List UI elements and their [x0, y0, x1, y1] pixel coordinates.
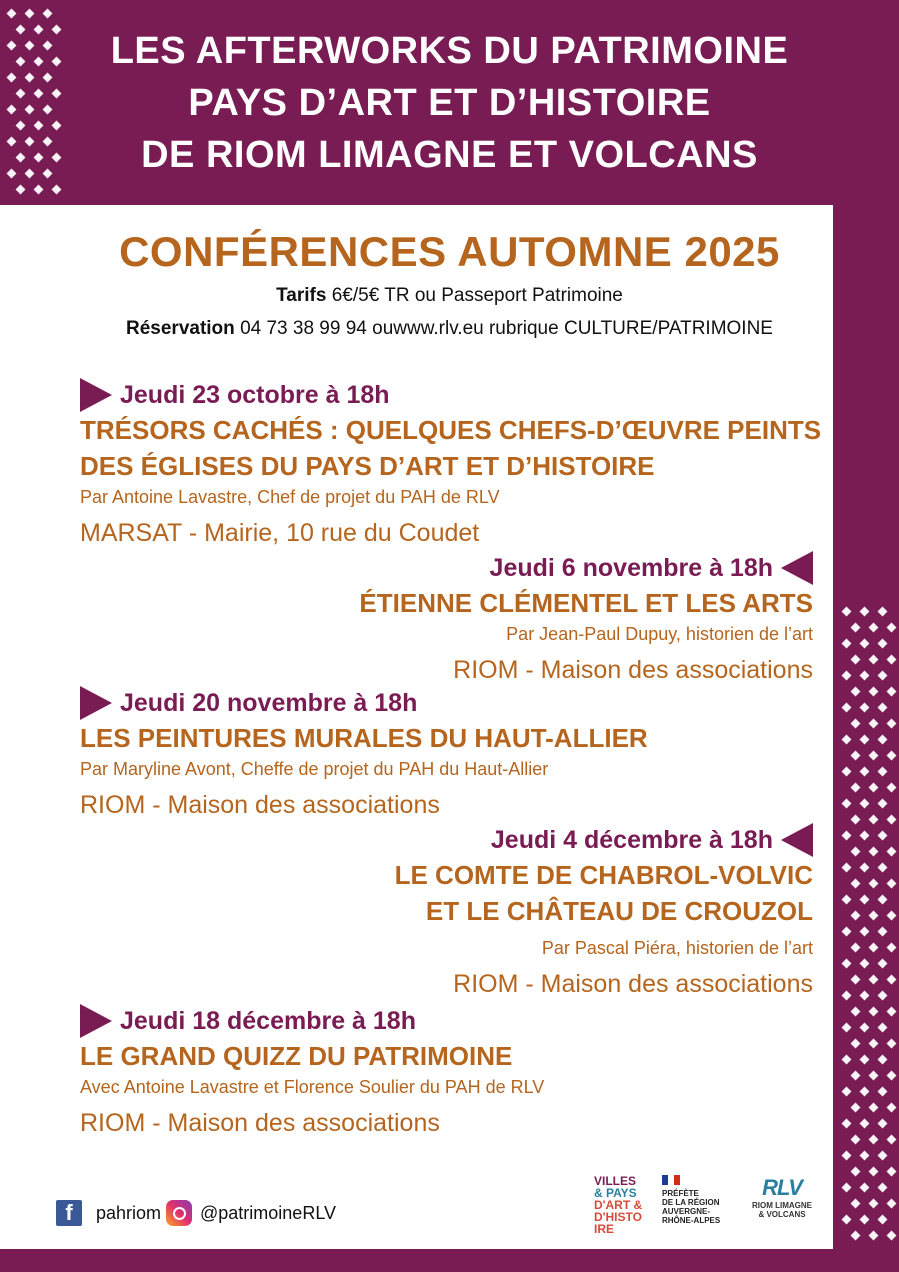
event-date: Jeudi 18 décembre à 18h [120, 1007, 416, 1035]
diamond-shape [860, 639, 870, 649]
diamond-shape [851, 1007, 861, 1017]
diamond-shape [842, 1119, 852, 1129]
event-date: Jeudi 20 novembre à 18h [120, 689, 418, 717]
header [0, 0, 899, 205]
event-speaker: Par Maryline Avont, Cheffe de projet du PAH du Haut-Allier [80, 759, 549, 779]
diamond-pattern-right [835, 598, 899, 1248]
diamond-shape [869, 623, 879, 633]
diamond-shape [860, 991, 870, 1001]
event-place: MARSAT - Mairie, 10 rue du Coudet [80, 519, 480, 547]
event-speaker: Par Pascal Piéra, historien de l’art [541, 938, 813, 958]
diamond-shape [887, 655, 897, 665]
conference-title: CONFÉRENCES AUTOMNE 2025 [119, 228, 780, 275]
logo-pref-line: RHÔNE-ALPES [662, 1216, 721, 1225]
prefecture-logo [662, 1175, 732, 1225]
diamond-shape [869, 1135, 879, 1145]
diamond-shape [878, 703, 888, 713]
diamond-shape [887, 815, 897, 825]
diamond-shape [860, 671, 870, 681]
event-speaker: Par Antoine Lavastre, Chef de projet du PAH de RLV [80, 487, 500, 507]
diamond-shape [869, 1231, 879, 1241]
rlv-name-line-1: RIOM LIMAGNE [752, 1201, 812, 1210]
diamond-shape [887, 1199, 897, 1209]
diamond-shape [878, 1183, 888, 1193]
diamond-shape [878, 671, 888, 681]
diamond-shape [851, 815, 861, 825]
footer-bar [0, 1249, 899, 1272]
reservation-label: Réservation [126, 318, 235, 339]
diamond-shape [851, 1103, 861, 1113]
diamond-shape [851, 719, 861, 729]
diamond-shape [869, 783, 879, 793]
arrow-right-icon [80, 378, 112, 412]
diamond-shape [878, 607, 888, 617]
diamond-shape [842, 671, 852, 681]
facebook-icon: f [56, 1200, 82, 1226]
diamond-shape [860, 703, 870, 713]
event-place: RIOM - Maison des associations [80, 791, 440, 819]
arrow-right-icon [80, 1004, 112, 1038]
diamond-shape [878, 959, 888, 969]
diamond-shape [878, 1215, 888, 1225]
diamond-shape [860, 1023, 870, 1033]
logo-vph-line: D'ART & [594, 1198, 643, 1212]
diamond-shape [842, 927, 852, 937]
diamond-shape [869, 1103, 879, 1113]
flag-icon [662, 1175, 680, 1185]
diamond-shape [869, 1199, 879, 1209]
diamond-shape [887, 879, 897, 889]
reservation-value: 04 73 38 99 94 ouwww.rlv.eu rubrique CULTURE/PATRIMOINE [240, 318, 773, 339]
diamond-shape [860, 1151, 870, 1161]
diamond-shape [878, 767, 888, 777]
diamond-shape [860, 767, 870, 777]
diamond-shape [851, 1167, 861, 1177]
diamond-shape [851, 623, 861, 633]
event-title-line-1: LES PEINTURES MURALES DU HAUT-ALLIER [80, 723, 648, 753]
instagram-handle: @patrimoineRLV [200, 1202, 336, 1223]
reservation-line [0, 318, 899, 340]
diamond-shape [851, 943, 861, 953]
diamond-shape [851, 1039, 861, 1049]
event-date-row [395, 823, 813, 857]
diamond-shape [860, 895, 870, 905]
diamond-shape [887, 719, 897, 729]
diamond-shape [887, 783, 897, 793]
diamond-shape [878, 735, 888, 745]
diamond-shape [887, 911, 897, 921]
logo-vph-line: D'HISTO [594, 1210, 642, 1224]
villes-pays-art-histoire-logo [594, 1175, 644, 1239]
diamond-shape [869, 719, 879, 729]
diamond-shape [851, 911, 861, 921]
diamond-shape [860, 927, 870, 937]
instagram-icon [166, 1200, 192, 1226]
event-title-line-1: LE COMTE DE CHABROL-VOLVIC [394, 860, 813, 890]
event-place: RIOM - Maison des associations [453, 656, 813, 684]
event-date: Jeudi 4 décembre à 18h [490, 826, 773, 854]
diamond-shape [878, 863, 888, 873]
diamond-shape [851, 1135, 861, 1145]
diamond-shape [851, 783, 861, 793]
event-3 [80, 686, 648, 823]
header-line-2: PAYS D’ART ET D’HISTOIRE [188, 81, 711, 124]
tarifs-value: 6€/5€ TR ou Passeport Patrimoine [331, 285, 623, 306]
event-5 [80, 1004, 544, 1141]
event-title-line-1: TRÉSORS CACHÉS : QUELQUES CHEFS-D’ŒUVRE PEINTS [80, 415, 822, 445]
diamond-shape [860, 1215, 870, 1225]
diamond-shape [842, 895, 852, 905]
diamond-shape [851, 975, 861, 985]
diamond-shape [887, 751, 897, 761]
diamond-shape [842, 1183, 852, 1193]
diamond-shape [842, 1055, 852, 1065]
diamond-shape [851, 879, 861, 889]
diamond-shape [878, 895, 888, 905]
event-title-line-2: ET LE CHÂTEAU DE CROUZOL [425, 896, 813, 926]
diamond-shape [851, 655, 861, 665]
event-2 [359, 551, 813, 688]
diamond-shape [842, 767, 852, 777]
diamond-shape [851, 751, 861, 761]
diamond-shape [887, 1071, 897, 1081]
diamond-shape [842, 799, 852, 809]
diamond-shape [878, 1151, 888, 1161]
diamond-shape [851, 1231, 861, 1241]
diamond-shape [878, 1023, 888, 1033]
event-title-line-2: DES ÉGLISES DU PAYS D’ART ET D’HISTOIRE [80, 451, 655, 481]
diamond-shape [842, 1215, 852, 1225]
diamond-shape [878, 639, 888, 649]
diamond-shape [842, 639, 852, 649]
rlv-mark: RLV [762, 1175, 802, 1200]
event-date: Jeudi 23 octobre à 18h [120, 381, 390, 409]
facebook-handle: pahriom [96, 1202, 162, 1223]
diamond-shape [869, 1071, 879, 1081]
diamond-shape [869, 655, 879, 665]
diamond-shape [887, 687, 897, 697]
diamond-shape [851, 1199, 861, 1209]
diamond-shape [860, 1055, 870, 1065]
diamond-shape [869, 687, 879, 697]
diamond-shape [851, 847, 861, 857]
event-place: RIOM - Maison des associations [80, 1109, 440, 1137]
event-title-line-1: LE GRAND QUIZZ DU PATRIMOINE [80, 1041, 513, 1071]
diamond-shape [842, 735, 852, 745]
diamond-shape [842, 831, 852, 841]
diamond-shape [878, 1055, 888, 1065]
diamond-shape [878, 927, 888, 937]
diamond-shape [887, 1135, 897, 1145]
arrow-left-icon [781, 551, 813, 585]
diamond-shape [869, 751, 879, 761]
logo-vph-line: IRE [594, 1222, 615, 1236]
diamond-shape [869, 1039, 879, 1049]
logo-pref-line: DE LA RÉGION [662, 1198, 720, 1207]
event-date-row [80, 686, 648, 720]
logo-vph-line: & PAYS [594, 1186, 637, 1200]
diamond-shape [842, 607, 852, 617]
event-place: RIOM - Maison des associations [453, 970, 813, 998]
diamond-shape [887, 943, 897, 953]
diamond-shape [887, 1167, 897, 1177]
diamond-shape [869, 847, 879, 857]
event-date-row [80, 378, 821, 412]
event-date-row [80, 1004, 544, 1038]
diamond-shape [860, 831, 870, 841]
header-line-1: LES AFTERWORKS DU PATRIMOINE [110, 29, 789, 72]
instagram-link[interactable] [166, 1200, 336, 1226]
tarifs-label: Tarifs [276, 285, 327, 306]
diamond-shape [869, 815, 879, 825]
rlv-logo [747, 1175, 817, 1219]
diamond-shape [878, 1087, 888, 1097]
diamond-shape [860, 1183, 870, 1193]
diamond-shape [869, 1167, 879, 1177]
arrow-left-icon [781, 823, 813, 857]
header-line-3: DE RIOM LIMAGNE ET VOLCANS [141, 133, 758, 176]
arrow-right-icon [80, 686, 112, 720]
facebook-link[interactable] [56, 1200, 161, 1226]
diamond-shape [842, 959, 852, 969]
diamond-shape [860, 863, 870, 873]
diamond-shape [869, 1007, 879, 1017]
logo-vph-line: VILLES [594, 1174, 637, 1188]
diamond-shape [869, 943, 879, 953]
diamond-shape [851, 687, 861, 697]
event-date-row [359, 551, 813, 585]
diamond-shape [887, 847, 897, 857]
rlv-name-line-2: & VOLCANS [758, 1210, 806, 1219]
diamond-shape [869, 879, 879, 889]
event-4 [395, 823, 813, 1002]
diamond-shape [842, 1151, 852, 1161]
diamond-shape [842, 1023, 852, 1033]
diamond-shape [887, 623, 897, 633]
diamond-shape [878, 831, 888, 841]
diamond-shape [851, 1071, 861, 1081]
diamond-shape [887, 1103, 897, 1113]
diamond-shape [860, 799, 870, 809]
event-date: Jeudi 6 novembre à 18h [489, 554, 773, 582]
diamond-shape [878, 799, 888, 809]
diamond-shape [869, 975, 879, 985]
diamond-shape [878, 1119, 888, 1129]
event-1 [80, 378, 821, 551]
diamond-shape [842, 863, 852, 873]
diamond-shape [887, 1231, 897, 1241]
diamond-shape [842, 703, 852, 713]
diamond-shape [860, 959, 870, 969]
diamond-shape [842, 991, 852, 1001]
logo-pref-line: PRÉFÈTE [662, 1189, 699, 1198]
event-speaker: Avec Antoine Lavastre et Florence Soulier du PAH de RLV [80, 1077, 545, 1097]
diamond-shape [887, 1039, 897, 1049]
tarifs-line [0, 285, 899, 307]
diamond-shape [878, 991, 888, 1001]
diamond-shape [860, 735, 870, 745]
diamond-shape [860, 1119, 870, 1129]
diamond-shape [887, 975, 897, 985]
logo-pref-line: AUVERGNE- [662, 1207, 711, 1216]
event-title-line-1: ÉTIENNE CLÉMENTEL ET LES ARTS [359, 588, 813, 618]
event-speaker: Par Jean-Paul Dupuy, historien de l’art [506, 624, 813, 644]
diamond-shape [860, 607, 870, 617]
diamond-shape [869, 911, 879, 921]
diamond-shape [842, 1087, 852, 1097]
diamond-shape [887, 1007, 897, 1017]
diamond-shape [860, 1087, 870, 1097]
